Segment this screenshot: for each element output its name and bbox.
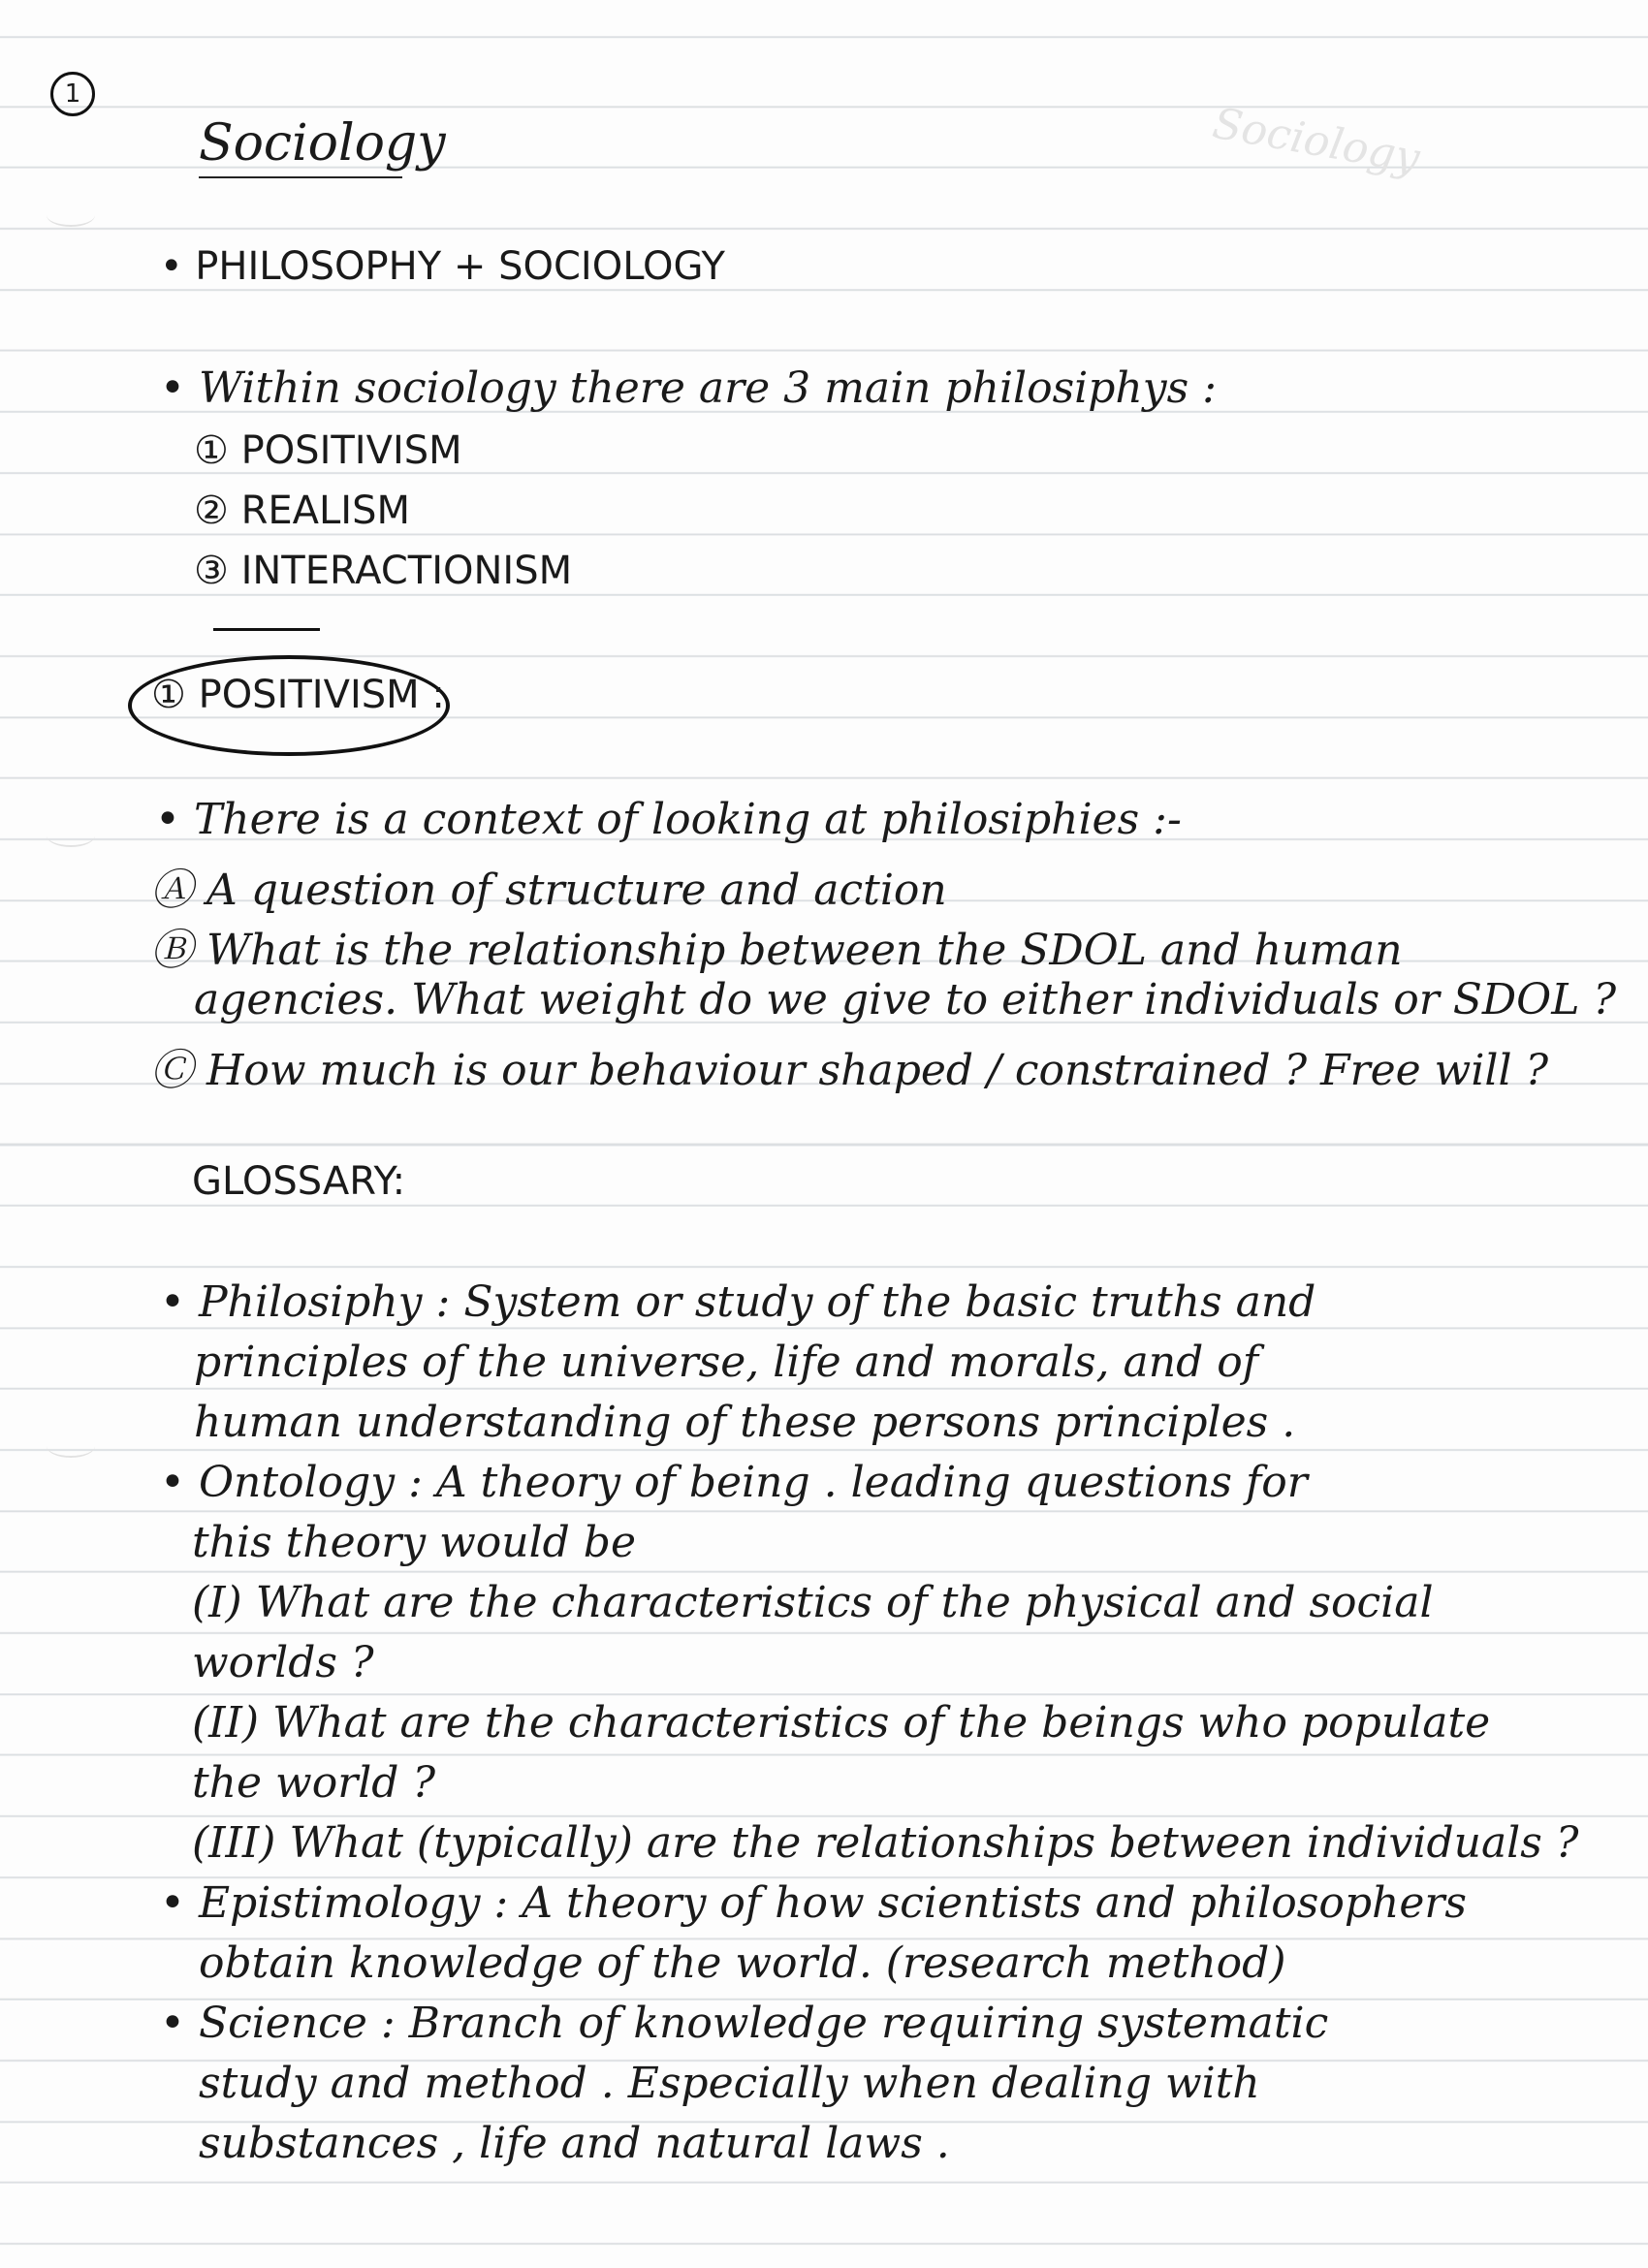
intro-text: • Within sociology there are 3 main philosiphys : <box>160 363 1218 413</box>
text-line: human understanding of these persons principles . <box>194 1398 1296 1447</box>
heading-mark <box>213 628 320 631</box>
text-line: worlds ? <box>192 1638 374 1687</box>
page-number: 1 <box>50 72 95 116</box>
glossary-heading: GLOSSARY: <box>192 1159 406 1204</box>
glossary-entry: • Science : Branch of knowledge requiring systematic <box>160 1999 1329 2048</box>
text-line: the world ? <box>192 1758 436 1808</box>
text-line: substances , life and natural laws . <box>199 2119 950 2168</box>
glossary-entry: • Philosiphy : System or study of the basic truths and <box>160 1277 1316 1327</box>
text-line: (III) What (typically) are the relationships between individuals ? <box>192 1818 1579 1868</box>
text-line: Ⓒ How much is our behaviour shaped / constrained ? Free will ? <box>150 1046 1549 1095</box>
glossary-entry: • Ontology : A theory of being . leading questions for <box>160 1458 1308 1507</box>
text-line: this theory would be <box>192 1518 637 1567</box>
text-line: obtain knowledge of the world. (research method) <box>199 1938 1286 1988</box>
glossary-entry: • Epistimology : A theory of how scientists and philosophers <box>160 1878 1467 1928</box>
text-line: (II) What are the characteristics of the beings who populate <box>192 1698 1491 1748</box>
text-line: Ⓐ A question of structure and action <box>150 866 947 915</box>
title-underline <box>199 176 402 178</box>
punch-hole <box>47 204 95 227</box>
text-line: agencies. What weight do we give to either individuals or SDOL ? <box>194 975 1617 1024</box>
punch-hole <box>47 824 95 847</box>
text-line: study and method . Especially when dealing with <box>199 2059 1260 2108</box>
section-heading: ① POSITIVISM : <box>151 673 445 717</box>
text-line: • There is a context of looking at philosiphies :- <box>155 795 1182 844</box>
text-line: principles of the universe, life and morals, and of <box>194 1338 1259 1387</box>
philosophy-item: ③ INTERACTIONISM <box>194 549 573 593</box>
punch-hole <box>47 1434 95 1458</box>
philosophy-item: ① POSITIVISM <box>194 428 462 473</box>
text-line: (I) What are the characteristics of the physical and social <box>192 1578 1434 1627</box>
page-title: Sociology <box>199 114 446 173</box>
philosophy-item: ② REALISM <box>194 488 410 533</box>
topic-heading: • PHILOSOPHY + SOCIOLOGY <box>160 244 725 289</box>
text-line: Ⓑ What is the relationship between the SDOL and human <box>150 926 1403 975</box>
bleed-through-text: Sociology <box>1209 98 1424 184</box>
